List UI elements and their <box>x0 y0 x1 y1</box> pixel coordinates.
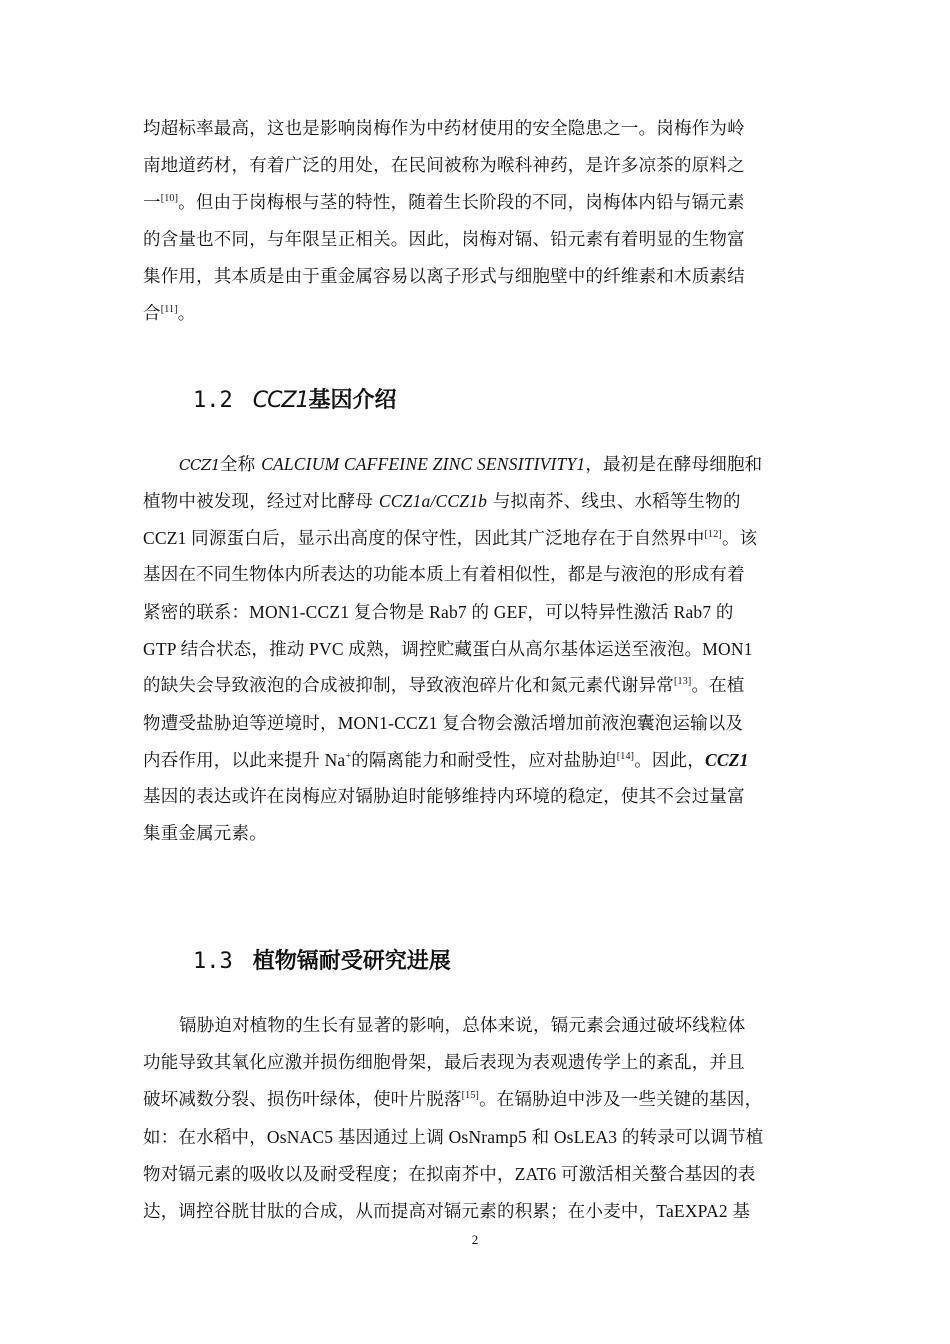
text-line <box>143 446 813 483</box>
gene-name: CCZ1a/CCZ1b <box>378 491 488 511</box>
paragraph-3 <box>143 1008 813 1230</box>
gene-name: CCZ1 <box>705 750 749 770</box>
text-line <box>143 111 813 148</box>
section-title: 植物镉耐受研究进展 <box>252 949 451 974</box>
section-heading-1-2 <box>193 381 397 421</box>
text-span: 均超标率最高，这也是影响岗梅作为中药材使用的安全隐患之一。岗梅作为岭 <box>143 119 745 139</box>
text-line <box>143 222 813 259</box>
text-line <box>143 296 813 333</box>
text-line <box>143 705 813 742</box>
text-span: 破坏减数分裂、损伤叶绿体，使叶片脱落 <box>143 1090 462 1110</box>
text-span: 南地道药材，有着广泛的用处，在民间被称为喉科神药，是许多凉茶的原料之 <box>143 156 745 176</box>
text-line <box>143 1045 813 1082</box>
gene-full-name: CALCIUM CAFFEINE ZINC SENSITIVITY1 <box>261 454 586 474</box>
text-span: 全称 <box>219 455 256 475</box>
gene-name: CCZ1 <box>252 388 309 413</box>
text-line <box>143 557 813 594</box>
citation-ref: [14] <box>616 751 635 762</box>
text-line <box>143 259 813 296</box>
text-span: 达，调控谷胱甘肽的合成，从而提高对镉元素的积累；在小麦中，TaEXPA2 基 <box>143 1201 751 1221</box>
text-span: ，最初是在酵母细胞和 <box>585 455 763 475</box>
paragraph-2 <box>143 446 813 853</box>
paragraph-1 <box>143 111 813 333</box>
text-span: 镉胁迫对植物的生长有显著的影响，总体来说，镉元素会通过破坏线粒体 <box>179 1016 746 1036</box>
text-line <box>143 185 813 222</box>
section-heading-1-3 <box>193 942 451 982</box>
text-line <box>143 148 813 185</box>
text-line <box>143 816 813 853</box>
text-span: 如：在水稻中，OsNAC5 基因通过上调 OsNramp5 和 OsLEA3 的转录可以调节植 <box>143 1127 764 1147</box>
text-span: 基因在不同生物体内所表达的功能本质上有着相似性，都是与液泡的形成有着 <box>143 565 745 585</box>
text-span: 合 <box>143 304 161 324</box>
text-line <box>143 1008 813 1045</box>
text-span: 的缺失会导致液泡的合成被抑制，导致液泡碎片化和氮元素代谢异常 <box>143 676 674 696</box>
text-span: 的含量也不同，与年限呈正相关。因此，岗梅对镉、铅元素有着明显的生物富 <box>143 230 745 250</box>
page-number: 2 <box>471 1232 479 1247</box>
text-line <box>143 779 813 816</box>
gene-name: CCZ1 <box>179 456 220 474</box>
section-number: 1.2 <box>193 388 233 413</box>
citation-ref: [11] <box>160 304 178 315</box>
section-number: 1.3 <box>193 949 233 974</box>
text-span: 。因此， <box>634 750 706 770</box>
text-line <box>143 483 813 520</box>
text-span: 一 <box>143 193 161 213</box>
text-span: 内吞作用，以此来提升 Na <box>143 750 346 770</box>
text-span: 基因的表达或许在岗梅应对镉胁迫时能够维持内环境的稳定，使其不会过量富 <box>143 787 745 807</box>
citation-ref: [12] <box>704 529 722 540</box>
text-span: 。 <box>177 304 196 324</box>
citation-ref: [13] <box>674 676 692 687</box>
superscript-charge: + <box>345 751 352 762</box>
text-line <box>143 668 813 705</box>
text-span: 。该 <box>721 528 758 548</box>
text-span: 与拟南芥、线虫、水稻等生物的 <box>492 492 741 512</box>
text-line <box>143 1193 813 1230</box>
text-line <box>143 1119 813 1156</box>
section-title: 基因介绍 <box>308 388 397 413</box>
text-span: 集作用，其本质是由于重金属容易以离子形式与细胞壁中的纤维素和木质素结 <box>143 267 745 287</box>
text-span: 植物中被发现，经过对比酵母 <box>143 492 374 512</box>
text-span: 物对镉元素的吸收以及耐受程度；在拟南芥中，ZAT6 可激活相关螯合基因的表 <box>143 1164 756 1184</box>
text-line <box>143 594 813 631</box>
text-line <box>143 520 813 557</box>
text-span: 。但由于岗梅根与茎的特性，随着生长阶段的不同，岗梅体内铅与镉元素 <box>178 193 745 213</box>
text-span: GTP 结合状态，推动 PVC 成熟，调控贮藏蛋白从高尔基体运送至液泡。MON1 <box>143 639 753 659</box>
citation-ref: [10] <box>160 193 179 204</box>
text-span: 物遭受盐胁迫等逆境时，MON1-CCZ1 复合物会激活增加前液泡囊泡运输以及 <box>143 713 744 733</box>
text-span: 。在植 <box>691 676 745 696</box>
text-span: 的隔离能力和耐受性，应对盐胁迫 <box>351 750 617 770</box>
text-span: CCZ1 同源蛋白后，显示出高度的保守性，因此其广泛地存在于自然界中 <box>143 528 705 548</box>
text-span: 。在镉胁迫中涉及一些关键的基因， <box>479 1090 763 1110</box>
text-line <box>143 742 813 779</box>
text-span: 紧密的联系：MON1-CCZ1 复合物是 Rab7 的 GEF，可以特异性激活 Rab7 的 <box>143 602 734 622</box>
text-span: 集重金属元素。 <box>143 824 267 844</box>
text-line <box>143 1082 813 1119</box>
citation-ref: [15] <box>461 1090 480 1101</box>
text-line <box>143 631 813 668</box>
text-line <box>143 1156 813 1193</box>
text-span: 功能导致其氧化应激并损伤细胞骨架，最后表现为表观遗传学上的紊乱，并且 <box>143 1053 745 1073</box>
